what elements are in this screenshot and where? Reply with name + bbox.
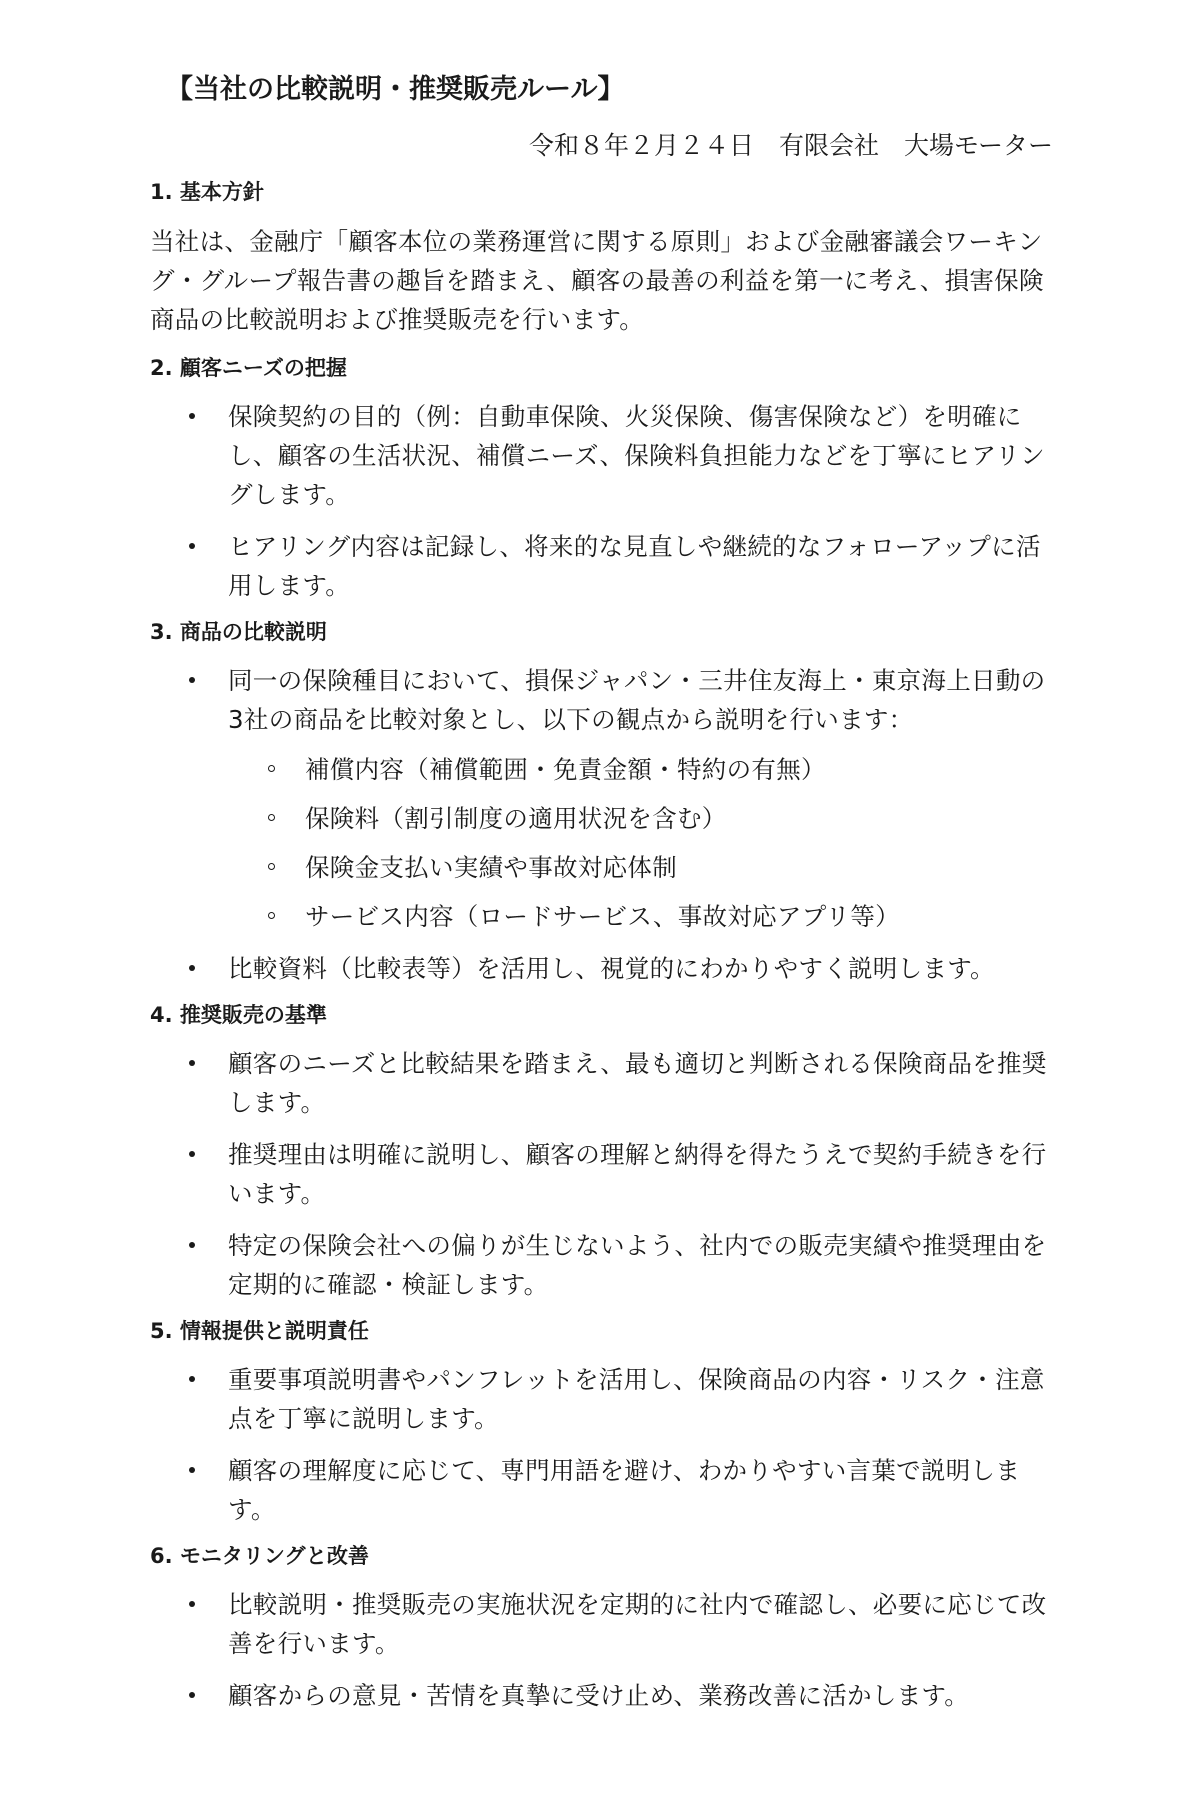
list-item xyxy=(150,661,1053,936)
bullet-dot-icon xyxy=(189,543,195,549)
section-heading: 2. 顧客ニーズの把握 xyxy=(150,356,347,380)
list-item xyxy=(150,1676,1053,1715)
list-item-text: 同一の保険種目において、損保ジャパン・三井住友海上・東京海上日動の3社の商品を比較対象とし、以下の観点から説明を行います： xyxy=(228,666,1046,734)
section-heading: 6. モニタリングと改善 xyxy=(150,1544,369,1568)
sub-bullet-list xyxy=(228,750,1053,936)
section-paragraph: 当社は、金融庁「顧客本位の業務運営に関する原則」および金融審議会ワーキング・グループ報告書の趣旨を踏まえ、顧客の最善の利益を第一に考え、損害保険商品の比較説明および推奨販売を行います。 xyxy=(150,227,1044,334)
bullet-list xyxy=(150,1044,1053,1304)
section-monitoring-improvement xyxy=(150,1541,1053,1715)
list-item-text: ヒアリング内容は記録し、将来的な見直しや継続的なフォローアップに活用します。 xyxy=(228,532,1041,600)
list-item xyxy=(150,397,1053,514)
list-item-text: 保険契約の目的（例：自動車保険、火災保険、傷害保険など）を明確にし、顧客の生活状況、補償ニーズ、保険料負担能力などを丁寧にヒアリングします。 xyxy=(228,402,1045,509)
list-item xyxy=(150,1135,1053,1213)
list-item-text: 顧客からの意見・苦情を真摯に受け止め、業務改善に活かします。 xyxy=(228,1681,970,1710)
list-item-text: 重要事項説明書やパンフレットを活用し、保険商品の内容・リスク・注意点を丁寧に説明します。 xyxy=(228,1365,1045,1433)
bullet-list xyxy=(150,397,1053,605)
date-and-company-line: 令和８年２月２４日 有限会社 大場モーター xyxy=(528,131,1053,160)
sub-list-item-text: 保険金支払い実績や事故対応体制 xyxy=(305,853,677,882)
list-item-text: 比較資料（比較表等）を活用し、視覚的にわかりやすく説明します。 xyxy=(228,954,995,983)
bullet-dot-icon xyxy=(189,1376,195,1382)
bullet-dot-icon xyxy=(189,1692,195,1698)
sub-list-item-text: 保険料（割引制度の適用状況を含む） xyxy=(305,804,727,833)
list-item-text: 比較説明・推奨販売の実施状況を定期的に社内で確認し、必要に応じて改善を行います。 xyxy=(228,1590,1047,1658)
section-heading: 4. 推奨販売の基準 xyxy=(150,1003,327,1027)
list-item-text: 顧客の理解度に応じて、専門用語を避け、わかりやすい言葉で説明します。 xyxy=(228,1456,1021,1524)
sub-list-item xyxy=(150,750,1053,789)
bullet-dot-icon xyxy=(189,1151,195,1157)
sub-list-item-text: サービス内容（ロードサービス、事故対応アプリ等） xyxy=(305,902,900,931)
bullet-list xyxy=(150,1360,1053,1529)
bullet-list xyxy=(150,1585,1053,1715)
list-item xyxy=(150,1360,1053,1438)
section-heading: 1. 基本方針 xyxy=(150,180,264,204)
bullet-list xyxy=(150,661,1053,988)
sub-list-item xyxy=(150,848,1053,887)
section-customer-needs xyxy=(150,353,1053,605)
list-item xyxy=(150,1226,1053,1304)
list-item xyxy=(150,1451,1053,1529)
list-item xyxy=(150,949,1053,988)
document-title: 【当社の比較説明・推奨販売ルール】 xyxy=(166,74,625,105)
section-recommendation-criteria xyxy=(150,1000,1053,1304)
bullet-dot-icon xyxy=(189,1601,195,1607)
bullet-dot-icon xyxy=(189,677,195,683)
section-product-comparison xyxy=(150,617,1053,988)
sub-list-item xyxy=(150,897,1053,936)
sub-list-item-text: 補償内容（補償範囲・免責金額・特約の有無） xyxy=(305,755,826,784)
sub-list-item xyxy=(150,799,1053,838)
hollow-circle-bullet-icon xyxy=(268,863,275,870)
hollow-circle-bullet-icon xyxy=(268,814,275,821)
section-basic-policy xyxy=(150,177,1053,339)
list-item-text: 特定の保険会社への偏りが生じないよう、社内での販売実績や推奨理由を定期的に確認・検証します。 xyxy=(228,1231,1047,1299)
list-item xyxy=(150,527,1053,605)
section-heading: 5. 情報提供と説明責任 xyxy=(150,1319,369,1343)
list-item xyxy=(150,1585,1053,1663)
bullet-dot-icon xyxy=(189,1060,195,1066)
bullet-dot-icon xyxy=(189,1242,195,1248)
list-item xyxy=(150,1044,1053,1122)
bullet-dot-icon xyxy=(189,413,195,419)
section-heading: 3. 商品の比較説明 xyxy=(150,620,327,644)
bullet-dot-icon xyxy=(189,1467,195,1473)
hollow-circle-bullet-icon xyxy=(268,912,275,919)
list-item-text: 顧客のニーズと比較結果を踏まえ、最も適切と判断される保険商品を推奨します。 xyxy=(228,1049,1047,1117)
hollow-circle-bullet-icon xyxy=(268,765,275,772)
document xyxy=(150,70,1053,1727)
section-information-disclosure xyxy=(150,1316,1053,1529)
bullet-dot-icon xyxy=(189,965,195,971)
list-item-text: 推奨理由は明確に説明し、顧客の理解と納得を得たうえで契約手続きを行います。 xyxy=(228,1140,1047,1208)
